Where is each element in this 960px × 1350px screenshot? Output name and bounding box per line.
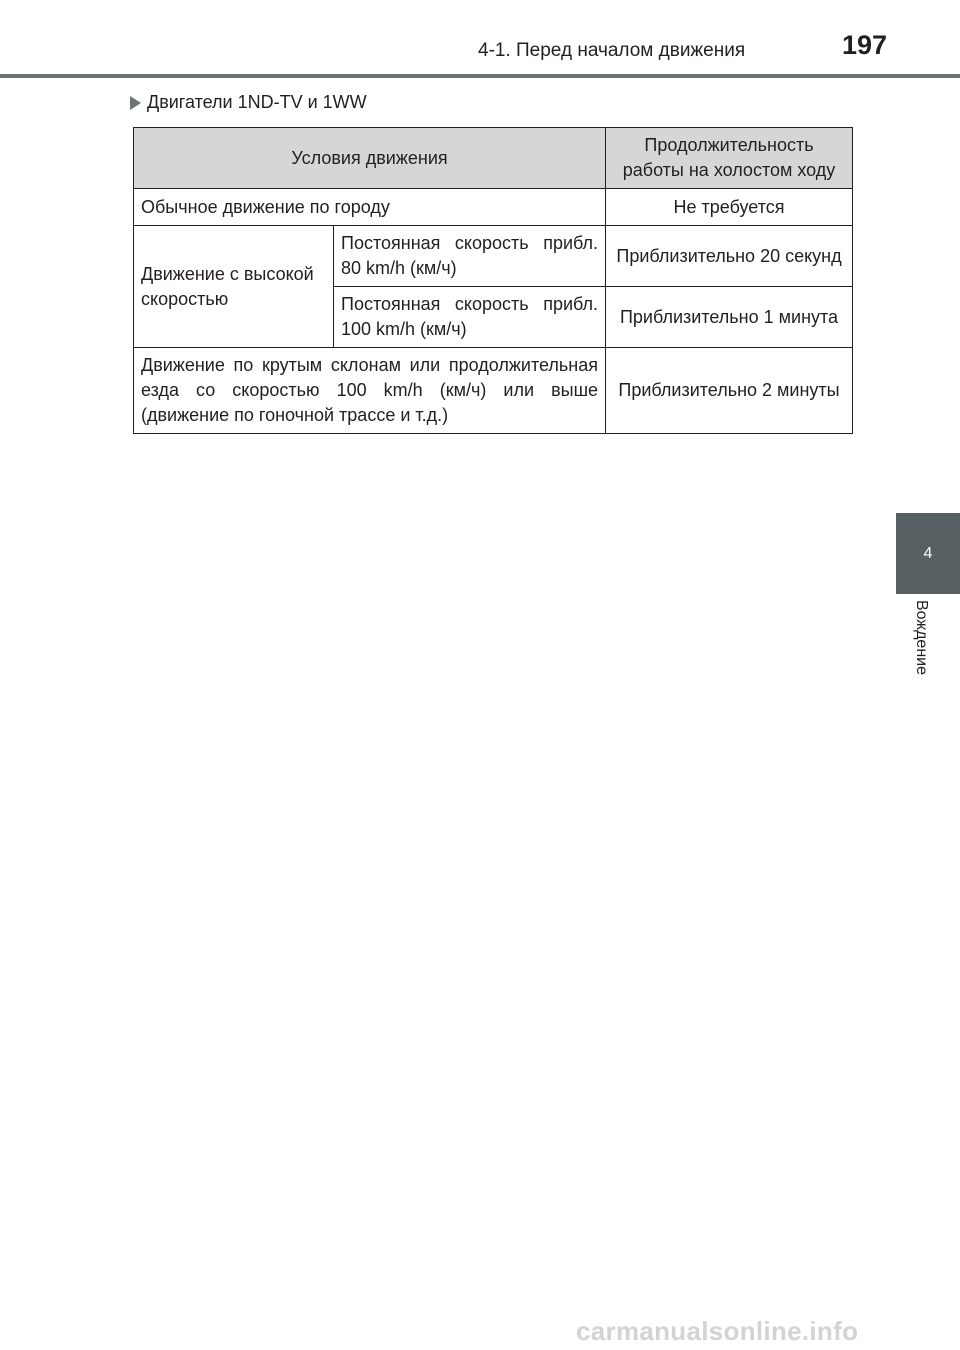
speed-cell: Постоянная скорость прибл. 80 km/h (км/ч) [334, 226, 606, 287]
table-row [134, 189, 853, 226]
duration-cell: Не требуется [606, 189, 853, 226]
chapter-tab [896, 513, 960, 594]
table-row [134, 226, 853, 287]
header-duration: Продолжительность работы на холостом ходу [606, 128, 853, 189]
duration-cell: Приблизительно 1 минута [606, 287, 853, 348]
chapter-label: Вождение [913, 600, 930, 675]
engine-bullet-text: Двигатели 1ND-TV и 1WW [147, 92, 367, 112]
condition-cell: Движение по крутым склонам или продолжительная езда со скоростью 100 km/h (км/ч) или выше (движение по гоночной трассе и т.д.) [134, 348, 606, 434]
idle-duration-table [133, 127, 853, 434]
condition-cell: Обычное движение по городу [134, 189, 606, 226]
header-divider [0, 74, 960, 78]
speed-cell: Постоянная скорость прибл. 100 km/h (км/ч) [334, 287, 606, 348]
page-number: 197 [842, 30, 888, 60]
watermark: carmanualsonline.info [576, 1316, 859, 1346]
condition-cell: Движение с высокой скоростью [134, 226, 334, 348]
table-row [134, 348, 853, 434]
triangle-bullet-icon [130, 96, 141, 110]
chapter-number: 4 [923, 544, 933, 562]
header-conditions: Условия движения [134, 128, 606, 189]
duration-cell: Приблизительно 2 минуты [606, 348, 853, 434]
engine-bullet [130, 92, 367, 113]
section-title: 4-1. Перед началом движения [478, 40, 746, 61]
duration-cell: Приблизительно 20 секунд [606, 226, 853, 287]
table-header-row [134, 128, 853, 189]
